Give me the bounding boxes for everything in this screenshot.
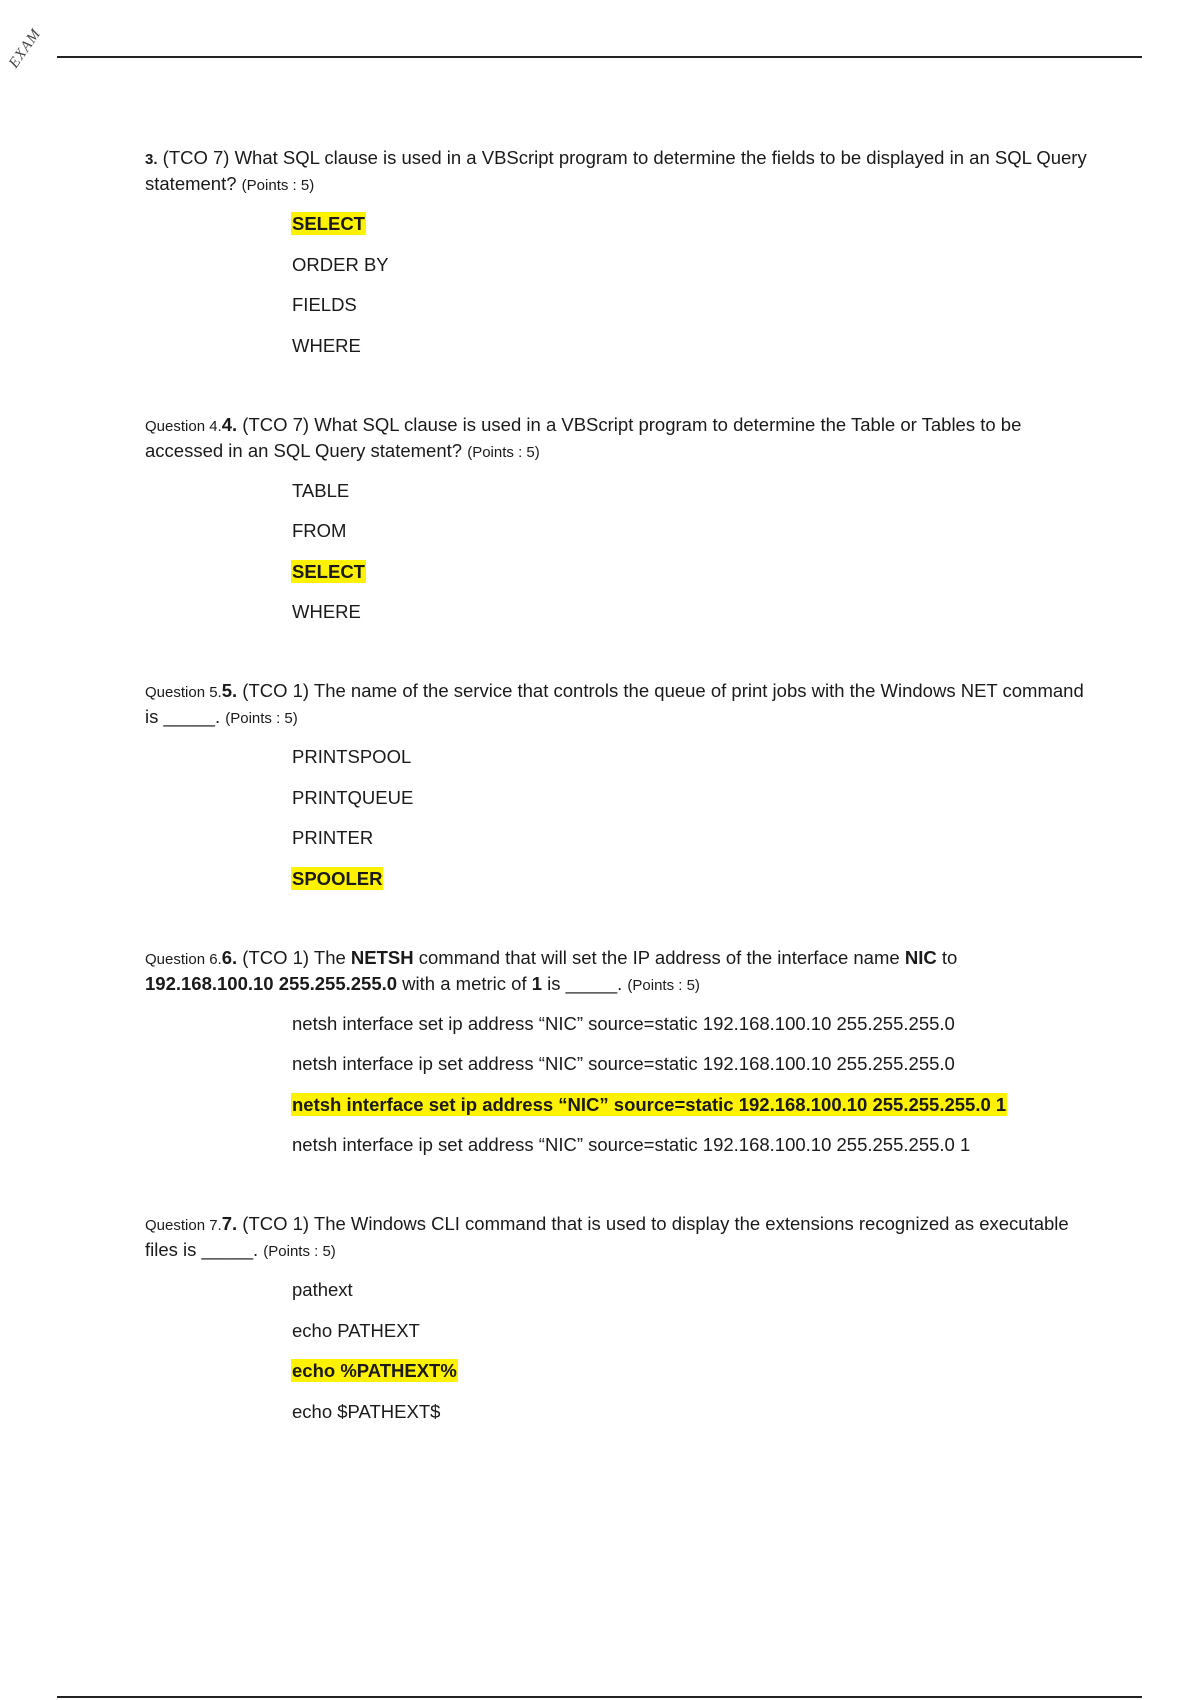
answer-option-selected[interactable]: SPOOLER — [292, 867, 383, 889]
question-body: (TCO 7) What SQL clause is used in a VBScript program to determine the Table or Tables to be accessed in an SQL Query statement? — [145, 413, 1022, 461]
answer-options — [145, 1012, 1090, 1158]
question-6 — [145, 946, 1090, 1158]
question-body: with a metric of — [397, 972, 532, 994]
question-points: (Points : 5) — [627, 976, 700, 994]
answer-option[interactable]: echo $PATHEXT$ — [292, 1400, 441, 1422]
question-5-text — [145, 679, 1090, 731]
answer-option[interactable]: PRINTQUEUE — [292, 786, 414, 808]
answer-option[interactable]: netsh interface set ip address “NIC” source=static 192.168.100.10 255.255.255.0 — [292, 1012, 955, 1034]
question-points: (Points : 5) — [241, 177, 315, 194]
question-prefix: Question 4. — [145, 417, 222, 435]
question-prefix: Question 7. — [145, 1217, 222, 1234]
question-body: to — [936, 946, 958, 968]
ip-address: 192.168.100.10 255.255.255.0 — [145, 972, 398, 994]
question-3-text — [145, 146, 1090, 198]
question-number: 3. — [145, 151, 158, 168]
question-3 — [145, 146, 1090, 358]
answer-options — [145, 212, 1090, 358]
question-number: 6. — [221, 946, 238, 968]
question-6-text — [145, 946, 1090, 998]
answer-options — [145, 479, 1090, 625]
answer-options — [145, 1278, 1090, 1424]
question-5 — [145, 679, 1090, 891]
question-points: (Points : 5) — [263, 1243, 336, 1260]
answer-option[interactable]: WHERE — [292, 601, 361, 622]
answer-option[interactable]: pathext — [292, 1279, 353, 1300]
question-7-text — [145, 1212, 1090, 1264]
header-rule — [57, 56, 1142, 58]
answer-option[interactable]: echo PATHEXT — [292, 1319, 420, 1341]
answer-option[interactable]: netsh interface ip set address “NIC” source=static 192.168.100.10 255.255.255.0 — [292, 1053, 955, 1074]
question-points: (Points : 5) — [225, 710, 298, 727]
question-body: (TCO 1) The — [242, 946, 351, 968]
exam-watermark: EXAM — [6, 25, 45, 72]
question-number: 4. — [221, 413, 238, 435]
question-body: is _____. — [542, 972, 628, 994]
answer-option-selected[interactable]: netsh interface set ip address “NIC” source=static 192.168.100.10 255.255.255.0 1 — [292, 1093, 1007, 1115]
question-points: (Points : 5) — [467, 443, 540, 461]
question-number: 7. — [221, 1213, 238, 1234]
question-number: 5. — [221, 680, 238, 701]
answer-options — [145, 745, 1090, 891]
question-4 — [145, 413, 1090, 625]
answer-option[interactable]: FROM — [292, 520, 347, 541]
question-7 — [145, 1212, 1090, 1424]
answer-option-selected[interactable]: echo %PATHEXT% — [292, 1360, 457, 1381]
question-body: command that will set the IP address of the interface name — [413, 946, 905, 968]
interface-name: NIC — [904, 946, 937, 968]
question-prefix: Question 6. — [145, 950, 222, 968]
answer-option[interactable]: PRINTER — [292, 827, 374, 848]
metric-value: 1 — [531, 972, 543, 994]
answer-option[interactable]: PRINTSPOOL — [292, 746, 412, 767]
answer-option[interactable]: netsh interface ip set address “NIC” source=static 192.168.100.10 255.255.255.0 1 — [292, 1134, 971, 1155]
answer-option-selected[interactable]: SELECT — [292, 213, 365, 234]
question-list — [145, 146, 1090, 1479]
question-body: (TCO 7) What SQL clause is used in a VBScript program to determine the fields to be displayed in an SQL Query statement? — [145, 147, 1087, 194]
question-body: (TCO 1) The name of the service that controls the queue of print jobs with the Windows NET command is _____. — [145, 680, 1084, 727]
command-name: NETSH — [350, 946, 414, 968]
answer-option-selected[interactable]: SELECT — [292, 560, 365, 582]
answer-option[interactable]: ORDER BY — [292, 253, 389, 275]
answer-option[interactable]: WHERE — [292, 334, 361, 356]
question-4-text — [145, 413, 1090, 465]
question-body: (TCO 1) The Windows CLI command that is used to display the extensions recognized as executable files is _____. — [145, 1213, 1069, 1260]
answer-option[interactable]: TABLE — [292, 479, 350, 501]
answer-option[interactable]: FIELDS — [292, 294, 357, 315]
footer-rule — [57, 1696, 1142, 1698]
question-prefix: Question 5. — [145, 684, 222, 701]
